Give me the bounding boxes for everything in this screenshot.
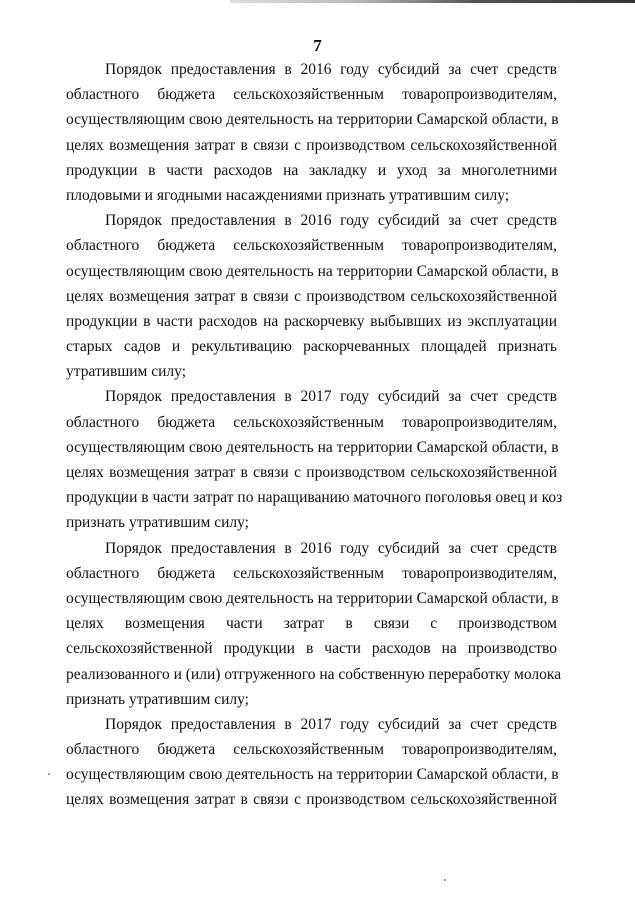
text-line: целях возмещения затрат в связи с производством сельскохозяйственной [66,464,557,481]
text-line: сельскохозяйственной продукции в части расходов на производство [66,640,557,658]
text-line: областного бюджета сельскохозяйственным товаропроизводителям, [66,564,557,582]
document-body [66,57,563,813]
scan-edge-artifact [230,0,635,3]
paragraph [66,57,557,208]
text-line: Порядок предоставления в 2016 году субсидий за счет средств [105,212,557,230]
paragraph [66,208,557,384]
text-line: плодовыми и ягодными насаждениями признать утратившим силу; [66,186,510,204]
text-line: целях возмещения части затрат в связи с производством [66,615,557,633]
page-number: 7 [313,36,322,55]
text-line: Порядок предоставления в 2016 году субсидий за счет средств [105,539,557,557]
text-line: старых садов и рекультивацию раскорчеванных площадей признать [66,338,557,356]
text-line: признать утратившим силу; [66,690,249,708]
paragraph [66,712,557,813]
text-line: областного бюджета сельскохозяйственным товаропроизводителям, [66,86,557,104]
text-line: целях возмещения затрат в связи с производством сельскохозяйственной [66,287,557,305]
text-line: областного бюджета сельскохозяйственным товаропроизводителям, [66,413,557,431]
text-line: областного бюджета сельскохозяйственным товаропроизводителям, [66,237,557,255]
text-line: реализованного и (или) отгруженного на собственную переработку молока [66,665,562,683]
text-line: осуществляющим свою деятельность на территории Самарской области, в [66,766,559,784]
text-line: осуществляющим свою деятельность на территории Самарской области, в [66,111,559,129]
text-line: Порядок предоставления в 2017 году субсидий за счет средств [105,388,557,406]
text-line: Порядок предоставления в 2016 году субсидий за счет средств [105,61,557,78]
text-line: Порядок предоставления в 2017 году субсидий за счет средств [105,715,557,733]
text-line: продукции в части расходов на раскорчевку выбывших из эксплуатации [66,312,557,330]
text-line: продукции в части расходов на закладку и уход за многолетними [66,161,557,179]
text-line: осуществляющим свою деятельность на территории Самарской области, в [66,589,559,607]
text-line: осуществляющим свою деятельность на территории Самарской области, в [66,262,559,280]
scan-speck [48,773,50,775]
text-line: признать утратившим силу; [66,514,249,532]
text-line: целях возмещения затрат в связи с производством сельскохозяйственной [66,136,557,154]
paragraph [66,384,563,535]
text-line: осуществляющим свою деятельность на территории Самарской области, в [66,438,559,456]
text-line: целях возмещения затрат в связи с производством сельскохозяйственной [66,791,557,809]
paragraph [66,536,562,712]
text-line: утратившим силу; [66,363,187,381]
text-line: продукции в части затрат по наращиванию маточного поголовья овец и коз [66,489,563,507]
text-line: областного бюджета сельскохозяйственным товаропроизводителям, [66,741,557,759]
scan-speck [444,879,446,881]
